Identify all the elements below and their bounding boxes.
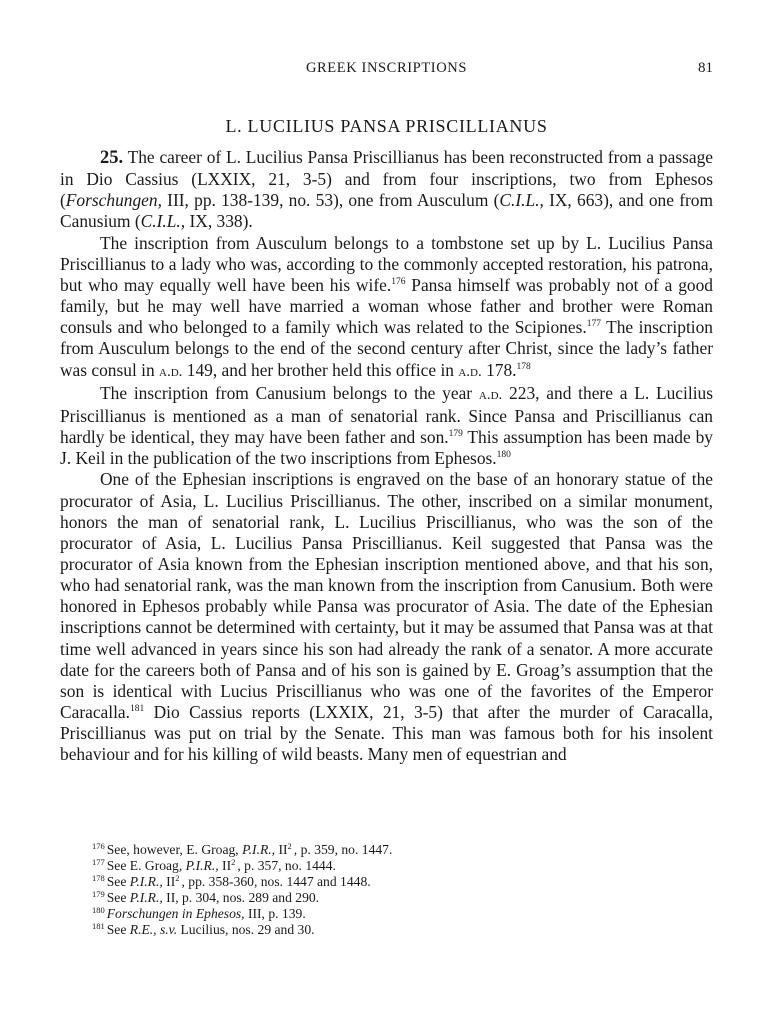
footnote-text: III, p. 139. xyxy=(244,906,306,922)
footnote-181 xyxy=(92,922,692,938)
text-run: The inscription from Canusium belongs to the year xyxy=(100,382,479,403)
footnote-text: II xyxy=(218,858,232,874)
footnote-ref[interactable]: 177 xyxy=(586,319,601,330)
footnote-italic: R.E., s.v. xyxy=(129,922,178,938)
footnote-italic: P.I.R., xyxy=(242,842,276,857)
footnote-ref[interactable]: 179 xyxy=(448,429,463,440)
footnote-178 xyxy=(92,874,692,890)
paragraph-25 xyxy=(60,147,713,233)
era-abbrev: a.d. xyxy=(458,363,482,380)
footnote-text: II xyxy=(275,842,288,857)
paragraph-canusium xyxy=(60,383,713,470)
text-run: Dio Cassius reports (LXXIX, 21, 3-5) that after the murder of Caracalla, Priscillianus was put on trial by the Senate. This man was famous both for his insolent behaviour and for his killing of wild beasts. Many men of equestrian and xyxy=(60,702,713,765)
footnote-number: 178 xyxy=(92,873,105,884)
text-run: IX, 338). xyxy=(185,211,253,232)
footnote-ref[interactable]: 176 xyxy=(391,276,406,287)
text-run: 149, and her brother held this office in xyxy=(182,359,459,380)
footnote-italic: P.I.R., xyxy=(185,858,219,874)
italic-title: Forschungen, xyxy=(65,190,162,211)
text-run: IX, 663), and one from Canusium ( xyxy=(60,190,714,232)
footnote-italic: P.I.R., xyxy=(129,874,163,890)
footnote-176 xyxy=(92,842,692,858)
section-title: L. LUCILIUS PANSA PRISCILLIANUS xyxy=(225,116,548,136)
footnote-text: , p. 359, no. 1447. xyxy=(293,842,393,857)
footnote-text: II, p. 304, nos. 289 and 290. xyxy=(162,890,320,906)
edition-superscript: 2 xyxy=(175,873,180,884)
text-run: 178. xyxy=(481,359,517,380)
footnote-text: See, however, E. Groag, xyxy=(106,842,243,857)
italic-title: C.I.L., xyxy=(499,190,544,211)
footnote-text: See E. Groag, xyxy=(106,858,186,874)
running-title: GREEK INSCRIPTIONS xyxy=(305,60,468,76)
footnote-italic: P.I.R., xyxy=(129,890,163,906)
italic-title: C.I.L., xyxy=(140,211,186,232)
footnote-179 xyxy=(92,890,692,906)
footnote-180 xyxy=(92,906,692,922)
footnote-number: 177 xyxy=(92,857,105,868)
text-run: Pansa himself was probably not of a good family, but he may well have married a woman whose father and brother were Roman consuls and who belonged to a family which was related to the Scipiones. xyxy=(60,274,713,338)
footnote-text: , pp. 358-360, nos. 1447 and 1448. xyxy=(181,874,371,890)
footnote-text: See xyxy=(106,922,130,938)
footnote-number: 180 xyxy=(92,905,105,916)
paragraph-number: 25. xyxy=(100,148,124,168)
text-run: The career of L. Lucilius Pansa Priscillianus has been reconstructed from a passage in Dio Cassius (LXXIX, 21, 3-5) and from four inscriptions, two from Ephesos ( xyxy=(60,147,713,211)
footnote-ref[interactable]: 180 xyxy=(496,450,511,461)
footnote-text: , p. 357, no. 1444. xyxy=(237,858,336,874)
era-abbrev: a.d. xyxy=(159,363,183,380)
era-abbrev: a.d. xyxy=(478,386,503,403)
footnotes xyxy=(92,842,692,939)
footnote-number: 176 xyxy=(92,841,105,851)
footnote-text: See xyxy=(106,874,130,890)
footnote-text: See xyxy=(106,890,130,906)
text-run: III, pp. 138-139, no. 53), one from Ausculum ( xyxy=(161,190,500,211)
body-text xyxy=(60,147,713,766)
edition-superscript: 2 xyxy=(231,857,236,868)
footnote-ref[interactable]: 178 xyxy=(516,361,531,372)
text-run: The inscription from Ausculum belongs to the end of the second century after Christ, since the lady’s father was consul in xyxy=(60,317,713,380)
text-run: One of the Ephesian inscriptions is engraved on the base of an honorary statue of the procurator of Asia, L. Lucilius Priscillianus. The other, inscribed on a similar monument, honors the man of senatorial rank, L. Lucilius Priscillianus, who was the son of the procurator of Asia, L. Lucilius Pansa Priscillianus. Keil suggested that Pansa was the procurator of Asia known from the Ephesian inscription mentioned above, and that his son, who had senatorial rank, was the man known from the inscription from Canusium. Both were honored in Ephesos probably while Pansa was procurator of Asia. The date of the Ephesian inscriptions cannot be determined with certainty, but it may be assumed that Pansa was at that time well advanced in years since his son had already the rank of a senator. A more accurate date for the careers both of Pansa and of his son is gained by E. Groag’s assumption that the son is identical with Lucius Priscillianus who was one of the favorites of the Emperor Caracalla. xyxy=(60,469,713,723)
text-run: 223, and there a L. Lucilius Priscillianus is mentioned as a man of senatorial rank. Since Pansa and Priscillianus can hardly be identical, they may have been father and son. xyxy=(60,382,713,448)
text-run: The inscription from Ausculum belongs to a tombstone set up by L. Lucilius Pansa Priscillianus to a lady who was, according to the commonly accepted restoration, his patrona, but who may equally well have been his wife. xyxy=(60,232,713,295)
paragraph-ausculum xyxy=(60,233,713,383)
paragraph-ephesian xyxy=(60,469,713,765)
footnote-text: Lucilius, nos. 29 and 30. xyxy=(177,922,315,938)
footnote-number: 179 xyxy=(92,889,105,900)
text-run: This assumption has been made by J. Keil in the publication of the two inscriptions from Ephesos. xyxy=(60,427,713,469)
footnote-ref[interactable]: 181 xyxy=(130,704,145,715)
page-number: 81 xyxy=(698,60,713,76)
footnote-italic: Forschungen in Ephesos, xyxy=(106,906,245,922)
footnote-177 xyxy=(92,858,692,874)
footnote-text: II xyxy=(162,874,176,890)
edition-superscript: 2 xyxy=(287,841,292,851)
footnote-number: 181 xyxy=(92,921,105,932)
running-head xyxy=(60,60,713,80)
